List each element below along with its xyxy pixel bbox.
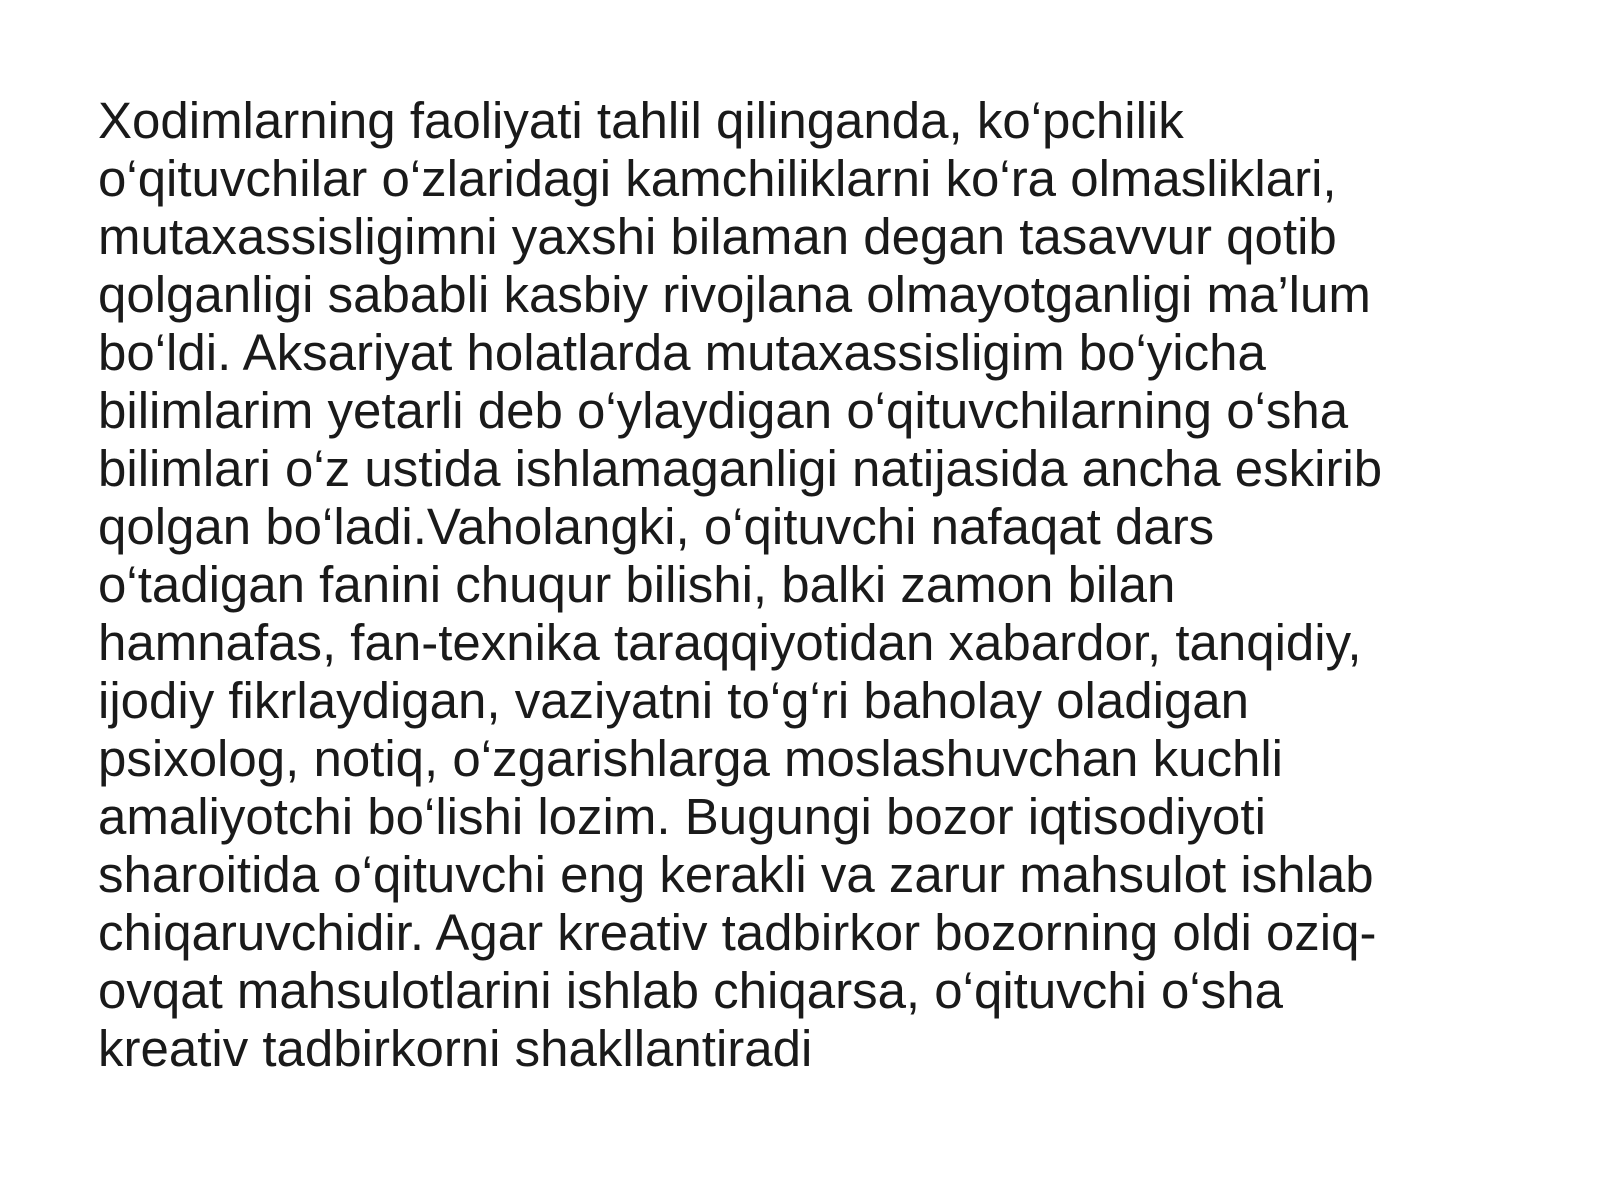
paragraph-line: amaliyotchi bo‘lishi lozim. Bugungi bozor iqtisodiyoti xyxy=(98,788,1266,845)
paragraph-line: ovqat mahsulotlarini ishlab chiqarsa, o‘qituvchi o‘sha xyxy=(98,962,1283,1019)
paragraph-line: kreativ tadbirkorni shakllantiradi xyxy=(98,1020,813,1077)
paragraph-line: psixolog, notiq, o‘zgarishlarga moslashuvchan kuchli xyxy=(98,730,1283,787)
paragraph-line: mutaxassisligimni yaxshi bilaman degan tasavvur qotib xyxy=(98,208,1337,265)
paragraph-line: sharoitida o‘qituvchi eng kerakli va zarur mahsulot ishlab xyxy=(98,846,1374,903)
paragraph-line: o‘tadigan fanini chuqur bilishi, balki zamon bilan xyxy=(98,556,1176,613)
paragraph-line: qolgan bo‘ladi.Vaholangki, o‘qituvchi nafaqat dars xyxy=(98,498,1215,555)
paragraph-line: bo‘ldi. Aksariyat holatlarda mutaxassisligim bo‘yicha xyxy=(98,324,1266,381)
paragraph-line: ijodiy fikrlaydigan, vaziyatni to‘g‘ri baholay oladigan xyxy=(98,672,1249,729)
body-paragraph xyxy=(98,92,1518,1078)
paragraph-line: o‘qituvchilar o‘zlaridagi kamchiliklarni ko‘ra olmasliklari, xyxy=(98,150,1337,207)
paragraph-line: Xodimlarning faoliyati tahlil qilinganda, ko‘pchilik xyxy=(98,92,1184,149)
paragraph-line: bilimlarim yetarli deb o‘ylaydigan o‘qituvchilarning o‘sha xyxy=(98,382,1349,439)
paragraph-line: hamnafas, fan-texnika taraqqiyotidan xabardor, tanqidiy, xyxy=(98,614,1362,671)
paragraph-line: chiqaruvchidir. Agar kreativ tadbirkor bozorning oldi oziq- xyxy=(98,904,1377,961)
paragraph-line: qolganligi sababli kasbiy rivojlana olmayotganligi ma’lum xyxy=(98,266,1371,323)
paragraph-line: bilimlari o‘z ustida ishlamaganligi natijasida ancha eskirib xyxy=(98,440,1383,497)
